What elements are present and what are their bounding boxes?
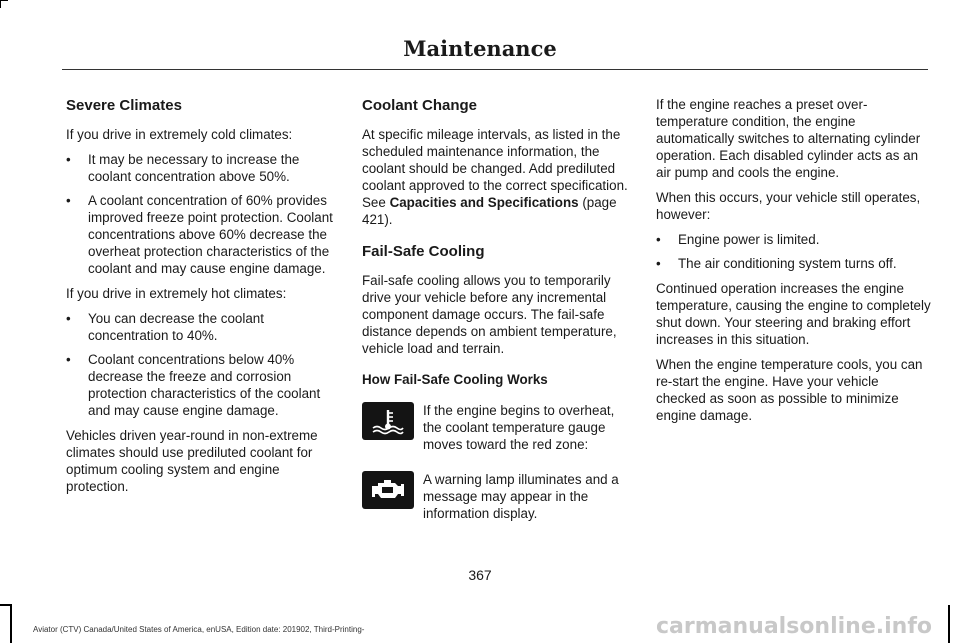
coolant-change-text — [362, 126, 634, 228]
edition-footer: Aviator (CTV) Canada/United States of America, enUSA, Edition date: 201902, Third-Printing- — [33, 625, 365, 634]
over-temperature-text: If the engine reaches a preset over-temperature condition, the engine automatically switches to alternating cylinder operation. Each disabled cylinder acts as an air pump and cools the engine. — [656, 97, 921, 180]
list-item: • It may be necessary to increase the coolant concentration above 50%. — [66, 151, 340, 185]
list-item: • The air conditioning system turns off. — [656, 255, 932, 272]
cold-climates-intro: If you drive in extremely cold climates: — [66, 127, 293, 142]
crop-mark — [0, 0, 1, 8]
list-item: • Engine power is limited. — [656, 231, 932, 248]
vehicle-operates-text: When this occurs, your vehicle still operates, however: — [656, 190, 921, 222]
restart-engine-text: When the engine temperature cools, you can re-start the engine. Have your vehicle checked as soon as possible to minimize engine damage. — [656, 357, 923, 423]
crop-mark — [0, 604, 12, 606]
fail-safe-cooling-heading: Fail-Safe Cooling — [362, 243, 485, 260]
capacities-specifications-link[interactable]: Capacities and Specifications — [389, 195, 579, 210]
severe-climates-heading: Severe Climates — [66, 97, 182, 114]
coolant-gauge-row — [362, 402, 634, 453]
crop-mark — [948, 605, 950, 643]
hot-climates-list — [66, 310, 340, 419]
coolant-change-heading: Coolant Change — [362, 97, 477, 114]
list-item: • Coolant concentrations below 40% decrease the freeze and corrosion protection characteristics of the coolant and may cause engine damage. — [66, 351, 340, 419]
year-round-note: Vehicles driven year-round in non-extreme climates should use prediluted coolant for optimum cooling system and engine protection. — [66, 428, 318, 494]
crop-mark — [0, 0, 8, 1]
fail-safe-cooling-text: Fail-safe cooling allows you to temporarily drive your vehicle before any incremental component damage occurs. The fail-safe distance depends on ambient temperature, vehicle load and terrain. — [362, 273, 617, 356]
how-fail-safe-works-heading: How Fail-Safe Cooling Works — [362, 372, 548, 387]
continued-operation-text: Continued operation increases the engine temperature, causing the engine to completely shut down. Your steering and braking effort increases in this situation. — [656, 281, 931, 347]
watermark: carmanualsonline.info — [656, 614, 932, 639]
warning-lamp-row — [362, 471, 634, 522]
hot-climates-intro: If you drive in extremely hot climates: — [66, 286, 287, 301]
coolant-temperature-icon — [362, 402, 414, 440]
coolant-gauge-text: If the engine begins to overheat, the coolant temperature gauge moves toward the red zone: — [423, 403, 615, 452]
cold-climates-list — [66, 151, 340, 277]
column-severe-climates — [66, 96, 340, 503]
list-item: • You can decrease the coolant concentration to 40%. — [66, 310, 340, 344]
engine-warning-icon — [362, 471, 414, 509]
page-title: Maintenance — [403, 36, 557, 61]
column-coolant-change — [362, 96, 634, 534]
coolant-change-body: At specific mileage intervals, as listed in the scheduled maintenance information, the coolant should be changed. Add prediluted coolant approved to the correct specification. See — [362, 127, 628, 210]
page-reference: (page 421). — [362, 195, 617, 227]
list-item: • A coolant concentration of 60% provides improved freeze point protection. Coolant concentrations above 60% decrease the overheat protection characteristics of the coolant and may cause engine damage. — [66, 192, 340, 277]
crop-mark — [10, 605, 12, 643]
limitations-list — [656, 231, 932, 272]
column-over-temperature — [656, 96, 932, 432]
header-divider — [62, 69, 928, 70]
page-number: 367 — [468, 567, 492, 583]
warning-lamp-text: A warning lamp illuminates and a message may appear in the information display. — [423, 472, 619, 521]
